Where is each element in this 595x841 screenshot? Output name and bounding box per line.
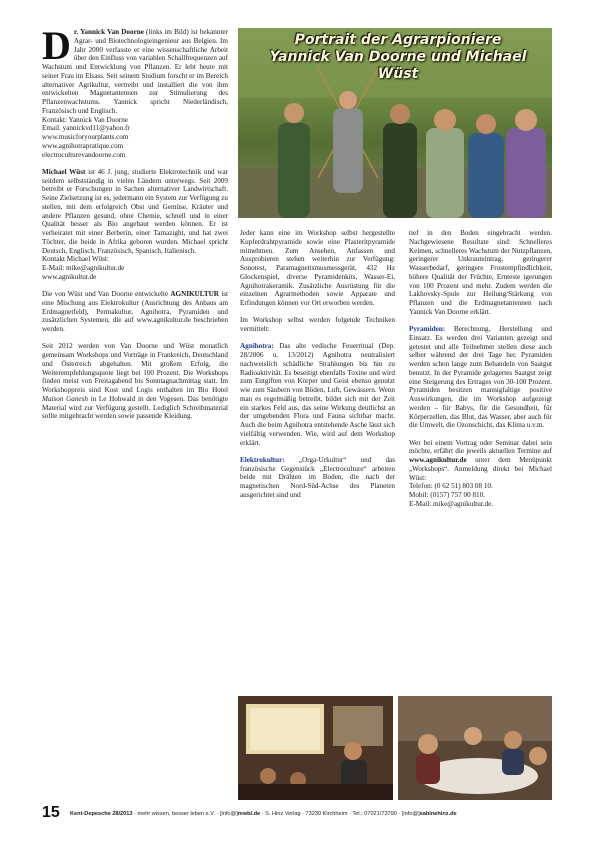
pyramiden-heading: Pyramiden: — [409, 325, 446, 333]
issue-label: Kent-Depesche 28/2013 — [70, 811, 133, 817]
workshop-illustration-left — [238, 696, 393, 800]
agnikultur-text-b: ist eine Mischung aus Elektrokultur (Ausrichtung des Anbaus am Erdmagnetfeld), Permakultur, Agnihotra, Pyramiden und zusätzlichen Systemen, die auf www.agnikultur.de beschrieben werden. — [42, 290, 228, 333]
wuest-name: Michael Wüst — [42, 167, 86, 176]
workshop-illustration-right — [398, 696, 552, 800]
equipment-paragraph: Jeder kann eine im Workshop selbst hergestellte Kupferdrahtpyramide sowie eine Plasteritpyramide mitnehmen. Zum Ansehen, Anfassen und Ausprobieren stehen weiterhin zur Verfügung: Sonotest, Paramagnetismusmessgerät, 432 Hz Glockenspiel, diverse Pyramidenkits, Wasser-Ei, Agnihotrakeramik. Zusätzliche Ausrüstung für die einzelnen Agrarmethoden sowie Apparate und Erfindungen können vor Ort erworben werden. — [240, 229, 395, 307]
link-agnihotrapratique[interactable]: www.agnihotrapratique.com — [42, 141, 124, 150]
photo-title — [248, 32, 548, 83]
agnikultur-text-a: Die von Wüst und Van Doorne entwickelte — [42, 290, 169, 298]
wuest-bio: ist 46 J. jung, studierte Elektrotechnik und war seitdem selbstständig in vielen Ländern unterwegs. Seit 2009 betreibt er Forschungen in Sachen alternativer Landwirtschaft. Seine Zielsetzung ist es, jedermann ein System zur Verfügung zu stellen, mit dem erfolgreich Obst und Gemüse, Kräuter und andere Pflanzen gesund, ohne Chemie, schnell und in einer Qualität besser als Bio angebaut werden können. Er ist verheiratet mit einer Berberin, einer Tamazight, und hat zwei Töchter, die beide in Afrika geboren wurden. Michael spricht Deutsch, Englisch, Französisch, Spanisch, Italienisch. — [42, 167, 228, 255]
agnikultur-paragraph — [42, 290, 228, 334]
workshop-photo-left — [238, 696, 393, 800]
pyramiden-text: Berechnung, Herstellung und Einsatz. Es werden drei Varianten gezeigt und getestet und alle Teilnehmer stellen diese auch selber während der drei Tage her. Pyramiden werden schon lange zum Behandeln von Saatgut benutzt. In der Pyramide gelagertes Saatgut zeigt eine Steigerung des Ertrages von 30-100 Prozent. Pyramiden besitzen mannigfaltige positive Auswirkungen, die im Workshop aufgezeigt werden – für Babys, für die Gesundheit, für Körperzellen, das Blut, das Wasser, aber auch für die Umwelt, die Ozonschicht, das Klima u.v.m. — [409, 325, 552, 430]
yannick-contact-label: Kontakt: Yannick Van Doorne — [42, 115, 128, 124]
results-paragraph: tief in den Boden eingebracht werden. Nachgewiesene Resultate sind: Schnelleres Keimen, schnelleres Wachstum der Nutzpflanzen, geringerer Unkrauteintrag, geringerer Wasserbedarf, geringere Frostempfindlichkeit, höhere Qualität der Früchte, Ernteste igerungen von 100 Prozent und mehr. Zudem werden die Lakhovsky-Spule zur Heilung/Stärkung von Pflanzen und die Erdmagnetantennen nach Yannick Van Doorne erklärt. — [409, 229, 552, 316]
techniques-intro: Im Workshop selbst werden folgende Techniken vermittelt: — [240, 316, 395, 333]
page-number: 15 — [42, 804, 60, 821]
link-musicforyourplants[interactable]: www.musicforyourplants.com — [42, 133, 129, 141]
column-middle — [240, 229, 395, 508]
page-footer — [42, 804, 554, 822]
portrait-photo — [238, 28, 552, 218]
column-left — [42, 23, 228, 430]
footer-verlag: · S. Hinz Verlag · 73230 Kirchheim · Tel.: 07021/73790 · [info@] — [260, 811, 420, 817]
elektrokultur-heading: Elektrokultur: — [240, 455, 285, 464]
photo-title-line2: Yannick Van Doorne und Michael Wüst — [269, 49, 527, 82]
agnihotra-paragraph — [240, 342, 395, 447]
footer-site-mwbl[interactable]: mwbl.de — [237, 811, 261, 817]
contact-text-b: unter dem Menüpunkt „Workshops“. Anmeldung direkt bei Michael Wüst: — [409, 456, 552, 482]
wuest-contact-label: Kontakt Michael Wüst: — [42, 255, 109, 264]
mobile: Mobil: (0157) 757 00 810. — [409, 491, 485, 499]
agnikultur-link[interactable]: www.agnikultur.de — [409, 456, 467, 464]
intro-paragraph — [42, 23, 228, 159]
elektrokultur-paragraph — [240, 456, 395, 500]
telephone: Telefon: (0 62 51) 803 08 10. — [409, 482, 493, 491]
wuest-website[interactable]: www.agnikultur.de — [42, 272, 97, 281]
photo-title-line1: Portrait der Agrarpioniere — [294, 32, 502, 48]
workshops-text-b: in Le Hohwald in den Vogesen. Das benötigte Material wird zur Verfügung gestellt. Lediglich Schreibmaterial sollte mitgebracht werden sowie passende Kleidung. — [42, 394, 228, 421]
agnihotra-text: Das alte vedische Feuerritual (Dep. 28/2006 u. 13/2012) Agnihotra neutralisiert nachweislich schädliche Strahlungen bis hin zu Radioaktivität. Es beseitigt ebenfalls Toxine und wird zum Entgiften von Körper und Geist ebenso genutzt wie zum Säubern von Böden, Luft, Gewässern. Wenn man es regelmäßig betreibt, bildet sich mit der Zeit ein starkes Feld aus, das seine Wirkung deutlichst an der umgebenden Flora und Fauna sichtbar macht. Auch die beim Agnihotra entstehende Asche lässt sich vielfältig verwenden. Wie, wird auf dem Workshop erklärt. — [240, 342, 395, 447]
pyramiden-paragraph — [409, 325, 552, 430]
yannick-email[interactable]: Email. yannickvd11@yahoo.fr — [42, 124, 130, 133]
yannick-name: r. Yannick Van Doorne — [73, 28, 144, 36]
drop-cap: D — [42, 23, 71, 68]
link-electroculture[interactable]: electroculturevandoorne.com — [42, 150, 126, 159]
wuest-email[interactable]: E-Mail: mike@agnikultur.de — [42, 264, 125, 272]
agnikultur-brand: AGNIKULTUR — [170, 290, 219, 298]
contact-paragraph — [409, 439, 552, 509]
agnihotra-heading: Agnihotra: — [240, 342, 274, 351]
column-right — [409, 229, 552, 517]
wuest-paragraph — [42, 168, 228, 282]
workshops-text-a: Seit 2012 werden von Van Doorne und Wüst monatlich gemeinsam Workshops und Vorträge in Frankreich, Deutschland und Österreich abgehalten. Mit großem Erfolg, die Weiterempfehlungsquote liegt bei 100 Prozent. Die Workshops finden meist von Freitagabend bis Sonntagnachmittag statt. Im Workshoppreis sind Kost und Logis enthalten im Bio Hotel — [42, 342, 228, 394]
elektrokultur-text: „Orga-Urkultur“ und das französische Gegenstück „Electroculture“ arbeiten beide mit Drähten im Boden, die nach der magnetischen Nord-Süd-Achse des Planeten ausgerichtet sind und — [240, 455, 395, 499]
hotel-name: Maison Ganesh — [42, 394, 88, 403]
footer-site-sabinehinz[interactable]: sabinehinz.de — [419, 811, 457, 817]
yannick-bio: (links im Bild) ist bekannter Agrar- und Biotechnologieingenieur aus Belgien. Im Jahr 2000 verfasste er eine wissenschaftliche Arbeit über den Einfluss von variablen Schallfrequenzen auf Wachstum und Entwicklung von Pflanzen. Er lebt heute mit seiner Frau im Elsass. Seit seinem Studium forscht er im Bereich alternativer Agrikultur, vertreibt und installiert die von ihm entwickelten Magnetantennen zur Stimulierung des Pflanzenwachstums. Yannick spricht Niederländisch, Französisch und Englisch. — [42, 28, 228, 115]
footer-text — [70, 811, 457, 817]
workshops-paragraph — [42, 342, 228, 421]
contact-text-a: Wer bei einem Vortrag oder Seminar dabei sein möchte, erfährt die jeweils aktuellen Termine auf — [409, 438, 552, 456]
contact-email[interactable]: E-Mail: mike@agnikultur.de. — [409, 499, 494, 508]
footer-publisher: · mehr wissen, besser leben e.V. · [info@] — [132, 811, 238, 817]
workshop-photo-right — [398, 696, 552, 800]
